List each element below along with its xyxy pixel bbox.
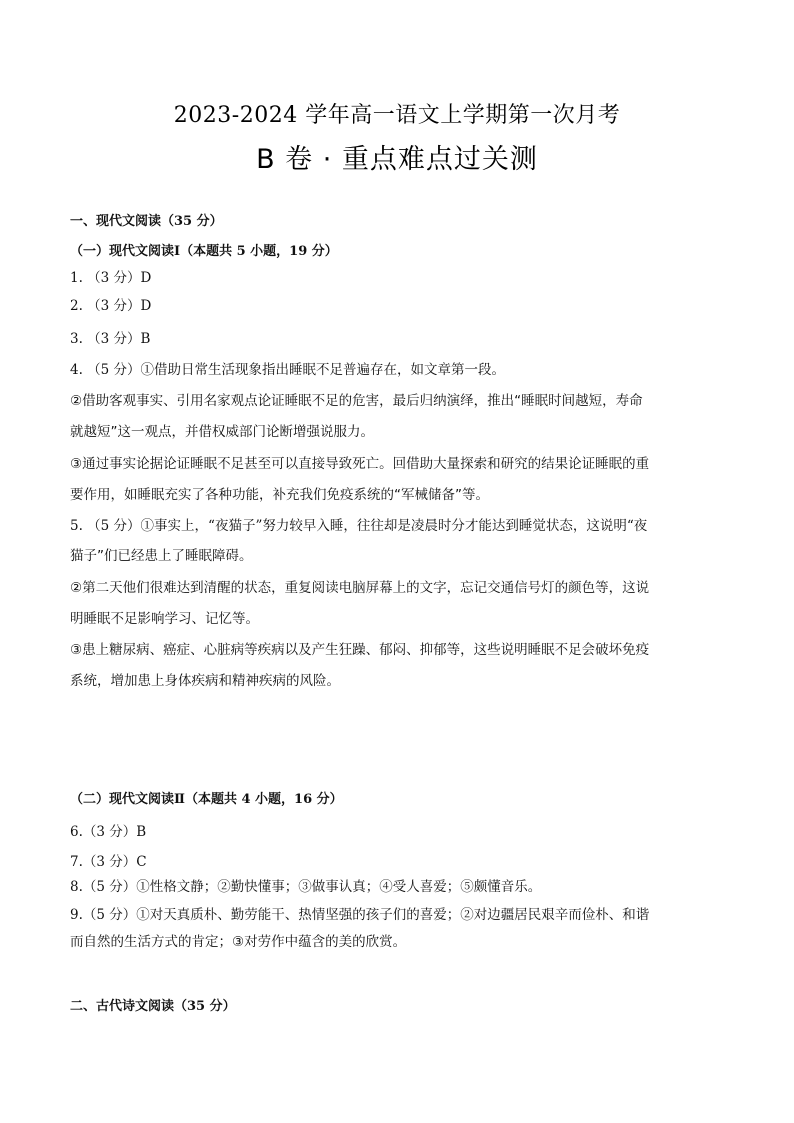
- part-heading-modern-reading-2: （二）现代文阅读Ⅱ（本题共 4 小题，16 分）: [70, 792, 343, 807]
- answer-q4-line-2: ②借助客观事实、引用名家观点论证睡眠不足的危害，最后归纳演绎，推出“睡眠时间越短，寿命: [70, 393, 643, 409]
- section-heading-classical-reading: 二、古代诗文阅读（35 分）: [70, 999, 236, 1014]
- answer-q6: 6.（3 分）B: [70, 824, 147, 840]
- answer-q5-line-6: 系统，增加患上身体疾病和精神疾病的风险。: [70, 673, 340, 689]
- answer-q1: 1. （3 分）D: [70, 270, 152, 286]
- answer-q4-line-3: 就越短”这一观点，并借权威部门论断增强说服力。: [70, 424, 374, 440]
- answer-q5-line-3: ②第二天他们很难达到清醒的状态，重复阅读电脑屏幕上的文字，忘记交通信号灯的颜色等，这说: [70, 580, 650, 596]
- answer-q5-line-4: 明睡眠不足影响学习、记忆等。: [70, 611, 259, 627]
- answer-q4-line-5: 要作用，如睡眠充实了各种功能，补充我们免疫系统的“军械储备”等。: [70, 487, 489, 503]
- exam-subtitle: B 卷 · 重点难点过关测: [256, 144, 538, 175]
- answer-q4-line-1: 4. （5 分）①借助日常生活现象指出睡眠不足普遍存在，如文章第一段。: [70, 362, 506, 378]
- answer-q2: 2. （3 分）D: [70, 298, 152, 314]
- answer-q9-line-2: 而自然的生活方式的肯定；③对劳作中蕴含的美的欣赏。: [70, 934, 407, 950]
- answer-q3: 3. （3 分）B: [70, 331, 151, 347]
- answer-q9-line-1: 9.（5 分）①对天真质朴、勤劳能干、热情坚强的孩子们的喜爱；②对边疆居民艰辛而俭朴、和谐: [70, 907, 650, 923]
- answer-q8: 8.（5 分）①性格文静；②勤快懂事；③做事认真；④受人喜爱；⑤颇懂音乐。: [70, 879, 542, 895]
- answer-q5-line-1: 5. （5 分）①事实上，“夜猫子”努力较早入睡，往往却是凌晨时分才能达到睡觉状态，这说明“夜: [70, 518, 648, 534]
- section-heading-modern-reading: 一、现代文阅读（35 分）: [70, 214, 223, 229]
- answer-q4-line-4: ③通过事实论据论证睡眠不足甚至可以直接导致死亡。回借助大量探索和研究的结果论证睡眠的重: [70, 456, 650, 472]
- answer-q7: 7.（3 分）C: [70, 854, 147, 870]
- part-heading-modern-reading-1: （一）现代文阅读Ⅰ（本题共 5 小题，19 分）: [70, 244, 338, 259]
- answer-q5-line-2: 猫子”们已经患上了睡眠障碍。: [70, 548, 253, 564]
- answer-q5-line-5: ③患上糖尿病、癌症、心脏病等疾病以及产生狂躁、郁闷、抑郁等，这些说明睡眠不足会破坏免疫: [70, 642, 650, 658]
- exam-title: 2023-2024 学年高一语文上学期第一次月考: [173, 103, 621, 128]
